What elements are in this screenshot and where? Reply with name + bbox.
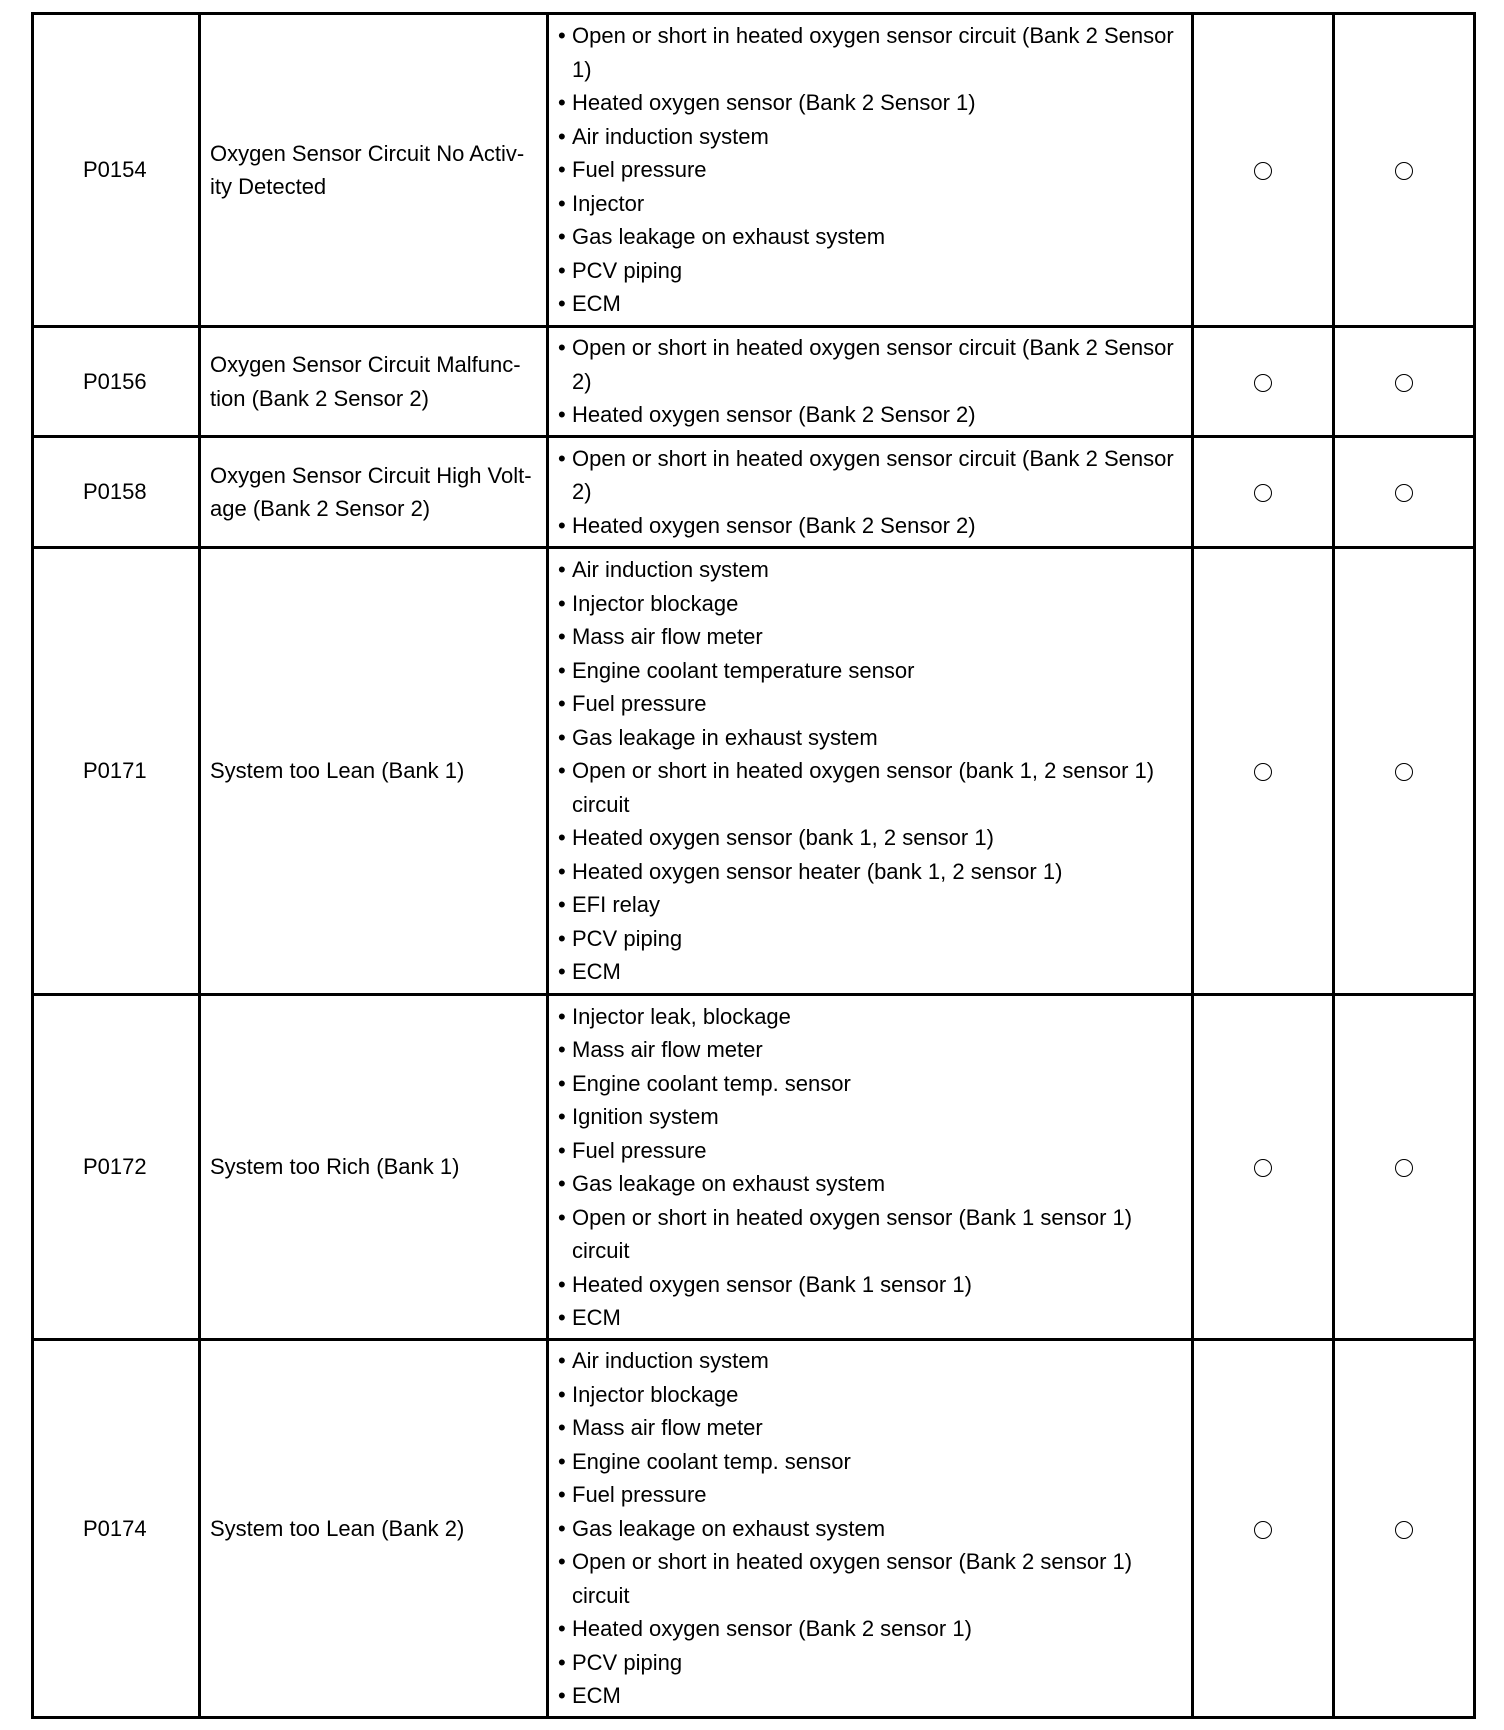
bullet-icon: • [558, 1104, 566, 1129]
bullet-icon: • [558, 590, 566, 616]
bullet-icon: • [558, 335, 566, 361]
trouble-area-text: Fuel pressure [572, 691, 707, 717]
bullet-icon: • [558, 1482, 566, 1507]
bullet-icon: • [558, 1549, 566, 1574]
list-item [558, 120, 1181, 154]
trouble-area [548, 437, 1193, 548]
trouble-area-text: Gas leakage on exhaust system [572, 224, 886, 250]
bullet-icon: • [558, 1515, 566, 1541]
detection-item [200, 327, 548, 437]
circle-mark-icon [1254, 1521, 1272, 1539]
trouble-area-text: Fuel pressure [572, 157, 707, 183]
trouble-area-text: Injector blockage [572, 1381, 739, 1407]
circle-mark-icon [1395, 1159, 1413, 1177]
bullet-icon: • [558, 1381, 566, 1407]
trouble-area-text: PCV piping [572, 925, 683, 951]
list-item [558, 331, 1181, 398]
dtc-code: P0171 [33, 548, 200, 995]
trouble-area-text: Gas leakage on exhaust system [572, 1171, 886, 1196]
list-item [558, 1301, 1181, 1335]
bullet-icon: • [558, 724, 566, 750]
list-item [558, 1067, 1181, 1101]
bullet-icon: • [558, 291, 566, 317]
circle-mark-icon [1395, 162, 1413, 180]
bullet-icon: • [558, 1616, 566, 1641]
list-item [558, 1268, 1181, 1302]
circle-mark-icon [1395, 374, 1413, 392]
trouble-area [548, 14, 1193, 327]
trouble-area-text: Open or short in heated oxygen sensor circuit (Bank 2 Sensor 1) [572, 23, 1174, 82]
list-item [558, 1512, 1181, 1546]
mark-cell-1 [1193, 1340, 1334, 1718]
bullet-icon: • [558, 557, 566, 583]
list-item [558, 86, 1181, 120]
trouble-area-text: Heated oxygen sensor (Bank 2 Sensor 2) [572, 402, 976, 428]
list-item [558, 1679, 1181, 1713]
list-item [558, 153, 1181, 187]
mark-cell-1 [1193, 327, 1334, 437]
list-item [558, 721, 1181, 755]
list-item [558, 1100, 1181, 1134]
trouble-area-text: Injector blockage [572, 590, 739, 616]
bullet-icon: • [558, 1305, 566, 1330]
trouble-area-text: Open or short in heated oxygen sensor circuit (Bank 2 Sensor 2) [572, 335, 1174, 394]
trouble-area-text: ECM [572, 959, 621, 985]
trouble-area-text: ECM [572, 1683, 621, 1708]
mark-cell-1 [1193, 995, 1334, 1340]
trouble-area-text: Ignition system [572, 1104, 719, 1129]
bullet-icon: • [558, 758, 566, 784]
trouble-area-text: PCV piping [572, 257, 683, 283]
list-item [558, 687, 1181, 721]
list-item [558, 1201, 1181, 1268]
mark-cell-2 [1334, 14, 1475, 327]
list-item [558, 442, 1181, 509]
trouble-area [548, 548, 1193, 995]
dtc-table-body [33, 14, 1475, 1718]
circle-mark-icon [1254, 1159, 1272, 1177]
bullet-icon: • [558, 1348, 566, 1373]
trouble-area-text: EFI relay [572, 892, 661, 918]
list-item [558, 1646, 1181, 1680]
list-item [558, 1033, 1181, 1067]
bullet-icon: • [558, 1649, 566, 1675]
bullet-icon: • [558, 1137, 566, 1163]
list-item [558, 1478, 1181, 1512]
detection-item [200, 995, 548, 1340]
table-row [33, 995, 1475, 1340]
circle-mark-icon [1254, 374, 1272, 392]
circle-mark-icon [1254, 484, 1272, 502]
bullet-icon: • [558, 959, 566, 985]
table-row [33, 14, 1475, 327]
bullet-icon: • [558, 691, 566, 717]
trouble-area-text: Gas leakage on exhaust system [572, 1515, 886, 1541]
mark-cell-2 [1334, 1340, 1475, 1718]
trouble-area-list [558, 442, 1181, 543]
dtc-code: P0156 [33, 327, 200, 437]
bullet-icon: • [558, 190, 566, 216]
trouble-area-list [558, 553, 1181, 989]
trouble-area-text: Engine coolant temp. sensor [572, 1448, 851, 1474]
trouble-area-text: Open or short in heated oxygen sensor (Bank 2 sensor 1) circuit [572, 1549, 1133, 1608]
trouble-area-list [558, 1344, 1181, 1713]
trouble-area-text: Engine coolant temperature sensor [572, 657, 915, 683]
table-row [33, 1340, 1475, 1718]
detection-item-line: System too Lean (Bank 2) [210, 1515, 465, 1541]
mark-cell-1 [1193, 14, 1334, 327]
circle-mark-icon [1395, 763, 1413, 781]
trouble-area-text: Heated oxygen sensor (Bank 1 sensor 1) [572, 1271, 972, 1297]
bullet-icon: • [558, 257, 566, 283]
bullet-icon: • [558, 512, 566, 538]
trouble-area-text: Heated oxygen sensor (Bank 2 Sensor 1) [572, 90, 976, 116]
detection-item [200, 1340, 548, 1718]
bullet-icon: • [558, 858, 566, 884]
list-item [558, 1378, 1181, 1412]
detection-item [200, 548, 548, 995]
detection-item-line: Oxygen Sensor Circuit High Volt- [210, 462, 532, 488]
list-item [558, 398, 1181, 432]
mark-cell-2 [1334, 327, 1475, 437]
trouble-area-text: Open or short in heated oxygen sensor circuit (Bank 2 Sensor 2) [572, 445, 1174, 505]
list-item [558, 654, 1181, 688]
list-item [558, 1000, 1181, 1034]
trouble-area-list [558, 1000, 1181, 1335]
mark-cell-2 [1334, 548, 1475, 995]
list-item [558, 922, 1181, 956]
trouble-area-text: Air induction system [572, 557, 769, 583]
bullet-icon: • [558, 1271, 566, 1297]
bullet-icon: • [558, 825, 566, 851]
trouble-area-text: Fuel pressure [572, 1137, 707, 1163]
list-item [558, 254, 1181, 288]
trouble-area-text: Mass air flow meter [572, 624, 763, 650]
bullet-icon: • [558, 90, 566, 116]
list-item [558, 888, 1181, 922]
list-item [558, 855, 1181, 889]
bullet-icon: • [558, 23, 566, 49]
bullet-icon: • [558, 224, 566, 250]
list-item [558, 955, 1181, 989]
table-row [33, 548, 1475, 995]
circle-mark-icon [1254, 763, 1272, 781]
mark-cell-1 [1193, 548, 1334, 995]
dtc-code: P0172 [33, 995, 200, 1340]
mark-cell-1 [1193, 437, 1334, 548]
trouble-area-text: Mass air flow meter [572, 1037, 763, 1062]
bullet-icon: • [558, 157, 566, 183]
list-item [558, 220, 1181, 254]
bullet-icon: • [558, 1415, 566, 1440]
trouble-area-text: ECM [572, 1305, 621, 1330]
list-item [558, 1134, 1181, 1168]
circle-mark-icon [1395, 1521, 1413, 1539]
bullet-icon: • [558, 123, 566, 149]
bullet-icon: • [558, 445, 566, 471]
dtc-code: P0174 [33, 1340, 200, 1718]
detection-item-line: ity Detected [210, 174, 327, 199]
detection-item [200, 437, 548, 548]
trouble-area-list [558, 19, 1181, 321]
bullet-icon: • [558, 1204, 566, 1230]
list-item [558, 1167, 1181, 1201]
trouble-area-text: Heated oxygen sensor (Bank 2 sensor 1) [572, 1616, 972, 1641]
detection-item [200, 14, 548, 327]
detection-item-line: age (Bank 2 Sensor 2) [210, 496, 431, 521]
table-row [33, 437, 1475, 548]
list-item [558, 187, 1181, 221]
trouble-area-text: Engine coolant temp. sensor [572, 1070, 851, 1096]
trouble-area-text: Heated oxygen sensor (Bank 2 Sensor 2) [572, 512, 976, 538]
list-item [558, 1545, 1181, 1612]
bullet-icon: • [558, 624, 566, 650]
detection-item-line: Oxygen Sensor Circuit No Activ- [210, 140, 525, 166]
bullet-icon: • [558, 1448, 566, 1474]
trouble-area [548, 327, 1193, 437]
list-item [558, 587, 1181, 621]
detection-item-line: System too Rich (Bank 1) [210, 1154, 460, 1180]
bullet-icon: • [558, 1070, 566, 1096]
trouble-area-text: Injector [572, 190, 645, 216]
list-item [558, 19, 1181, 86]
trouble-area-text: Fuel pressure [572, 1482, 707, 1507]
table-row [33, 327, 1475, 437]
trouble-area-text: Air induction system [572, 123, 769, 149]
trouble-area-text: Injector leak, blockage [572, 1003, 791, 1029]
trouble-area [548, 1340, 1193, 1718]
bullet-icon: • [558, 925, 566, 951]
dtc-code: P0158 [33, 437, 200, 548]
trouble-area-text: PCV piping [572, 1649, 683, 1675]
bullet-icon: • [558, 1003, 566, 1029]
list-item [558, 754, 1181, 821]
list-item [558, 553, 1181, 587]
bullet-icon: • [558, 402, 566, 428]
trouble-area-text: Gas leakage in exhaust system [572, 724, 878, 750]
dtc-table [31, 12, 1476, 1719]
bullet-icon: • [558, 1683, 566, 1708]
bullet-icon: • [558, 657, 566, 683]
list-item [558, 287, 1181, 321]
list-item [558, 509, 1181, 543]
trouble-area-text: Heated oxygen sensor heater (bank 1, 2 sensor 1) [572, 858, 1063, 884]
circle-mark-icon [1254, 162, 1272, 180]
detection-item-line: Oxygen Sensor Circuit Malfunc- [210, 352, 521, 377]
trouble-area-text: Heated oxygen sensor (bank 1, 2 sensor 1) [572, 825, 994, 851]
bullet-icon: • [558, 1037, 566, 1062]
trouble-area [548, 995, 1193, 1340]
detection-item-line: tion (Bank 2 Sensor 2) [210, 385, 429, 411]
list-item [558, 821, 1181, 855]
trouble-area-text: ECM [572, 291, 621, 317]
bullet-icon: • [558, 1171, 566, 1196]
dtc-code: P0154 [33, 14, 200, 327]
trouble-area-text: Open or short in heated oxygen sensor (Bank 1 sensor 1) circuit [572, 1204, 1133, 1263]
mark-cell-2 [1334, 995, 1475, 1340]
list-item [558, 1411, 1181, 1445]
list-item [558, 1445, 1181, 1479]
trouble-area-text: Open or short in heated oxygen sensor (bank 1, 2 sensor 1) circuit [572, 758, 1155, 817]
list-item [558, 620, 1181, 654]
bullet-icon: • [558, 892, 566, 918]
trouble-area-text: Mass air flow meter [572, 1415, 763, 1440]
list-item [558, 1344, 1181, 1378]
circle-mark-icon [1395, 484, 1413, 502]
mark-cell-2 [1334, 437, 1475, 548]
list-item [558, 1612, 1181, 1646]
trouble-area-list [558, 331, 1181, 432]
trouble-area-text: Air induction system [572, 1348, 769, 1373]
detection-item-line: System too Lean (Bank 1) [210, 758, 465, 784]
